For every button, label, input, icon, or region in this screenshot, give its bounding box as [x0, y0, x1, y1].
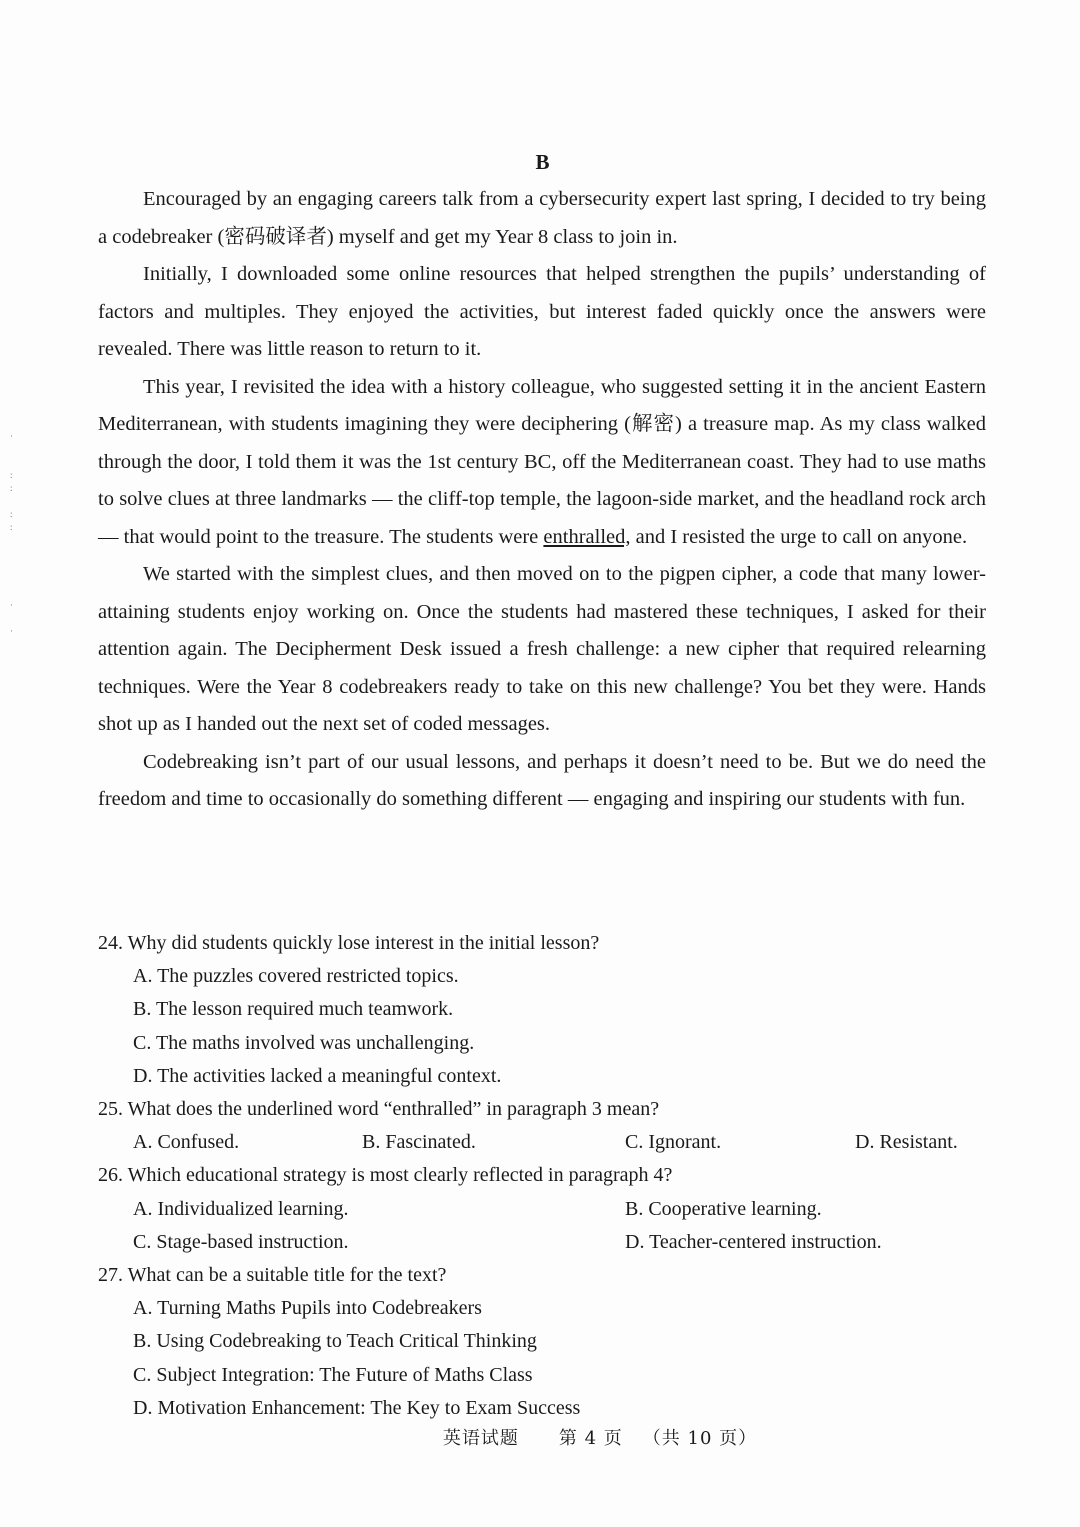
- option-24-d: D. The activities lacked a meaningful context.: [133, 1064, 502, 1087]
- option-24-c: C. The maths involved was unchallenging.: [133, 1031, 475, 1054]
- option-27-b: B. Using Codebreaking to Teach Critical Thinking: [133, 1330, 537, 1353]
- reading-passage: [98, 181, 986, 819]
- paragraph-2: Initially, I downloaded some online resources that helped strengthen the pupils’ understanding of factors and multiples. They enjoyed the activities, but interest faded quickly once the answers were revealed. There was little reason to return to it.: [98, 263, 986, 360]
- paragraph-3-end: and I resisted the urge to call on anyone.: [630, 525, 968, 548]
- option-25-a: A. Confused.: [133, 1131, 240, 1154]
- footer-subject: 英语试题: [442, 1428, 519, 1449]
- question-24: 24. Why did students quickly lose interest in the initial lesson?: [98, 932, 600, 954]
- question-25-options: [98, 1126, 986, 1159]
- option-26-b: B. Cooperative learning.: [625, 1197, 822, 1220]
- question-26: 26. Which educational strategy is most clearly reflected in paragraph 4?: [98, 1164, 673, 1187]
- footer-total-pages: （共 10 页）: [642, 1428, 758, 1449]
- question-26-options-row-1: [98, 1193, 986, 1226]
- option-25-b: B. Fascinated.: [362, 1131, 476, 1154]
- underlined-word: enthralled,: [543, 525, 631, 548]
- option-26-c: C. Stage-based instruction.: [133, 1230, 349, 1253]
- question-27-options: [98, 1292, 986, 1425]
- page-footer: [0, 1424, 1080, 1450]
- option-26-d: D. Teacher-centered instruction.: [625, 1230, 882, 1253]
- question-24-options: [98, 960, 986, 1093]
- binding-margin-marks: · : : : : · ·: [10, 431, 13, 636]
- option-25-c: C. Ignorant.: [625, 1131, 722, 1154]
- question-list: [98, 927, 986, 1425]
- question-27: 27. What can be a suitable title for the text?: [98, 1264, 447, 1287]
- question-25: 25. What does the underlined word “enthralled” in paragraph 3 mean?: [98, 1098, 660, 1121]
- option-27-c: C. Subject Integration: The Future of Maths Class: [133, 1363, 533, 1386]
- paragraph-4: We started with the simplest clues, and then moved on to the pigpen cipher, a code that many lower-attaining students enjoy working on. Once the students had mastered these techniques, I asked for their attention again. The Decipherment Desk issued a fresh challenge: a new cipher that required relearning techniques. Were the Year 8 codebreakers ready to take on this new challenge? You bet they were. Hands shot up as I handed out the next set of coded messages.: [98, 563, 986, 735]
- option-25-d: D. Resistant.: [855, 1131, 958, 1154]
- question-26-options-row-2: [98, 1226, 986, 1259]
- footer-page-number: 第 4 页: [558, 1428, 623, 1449]
- option-27-d: D. Motivation Enhancement: The Key to Exam Success: [133, 1396, 581, 1419]
- option-24-b: B. The lesson required much teamwork.: [133, 998, 454, 1021]
- option-24-a: A. The puzzles covered restricted topics.: [133, 965, 459, 988]
- section-title: B: [535, 150, 550, 174]
- paragraph-1: Encouraged by an engaging careers talk from a cybersecurity expert last spring, I decided to try being a codebreaker (密码破译者) myself and get my Year 8 class to join in.: [98, 188, 986, 248]
- paragraph-3: [98, 369, 986, 557]
- option-26-a: A. Individualized learning.: [133, 1197, 349, 1220]
- paragraph-3-text: This year, I revisited the idea with a history colleague, who suggested setting it in the ancient Eastern Mediterranean, with students imagining they were deciphering (解密) a treasure map. As my class walked through the door, I told them it was the 1st century BC, off the Mediterranean coast. They had to use maths to solve clues at three landmarks — the cliff-top temple, the lagoon-side market, and the headland rock arch — that would point to the treasure. The students were: [98, 375, 986, 548]
- option-27-a: A. Turning Maths Pupils into Codebreakers: [133, 1297, 482, 1320]
- paragraph-5: Codebreaking isn’t part of our usual lessons, and perhaps it doesn’t need to be. But we do need the freedom and time to occasionally do something different — engaging and inspiring our students with fun.: [98, 750, 986, 810]
